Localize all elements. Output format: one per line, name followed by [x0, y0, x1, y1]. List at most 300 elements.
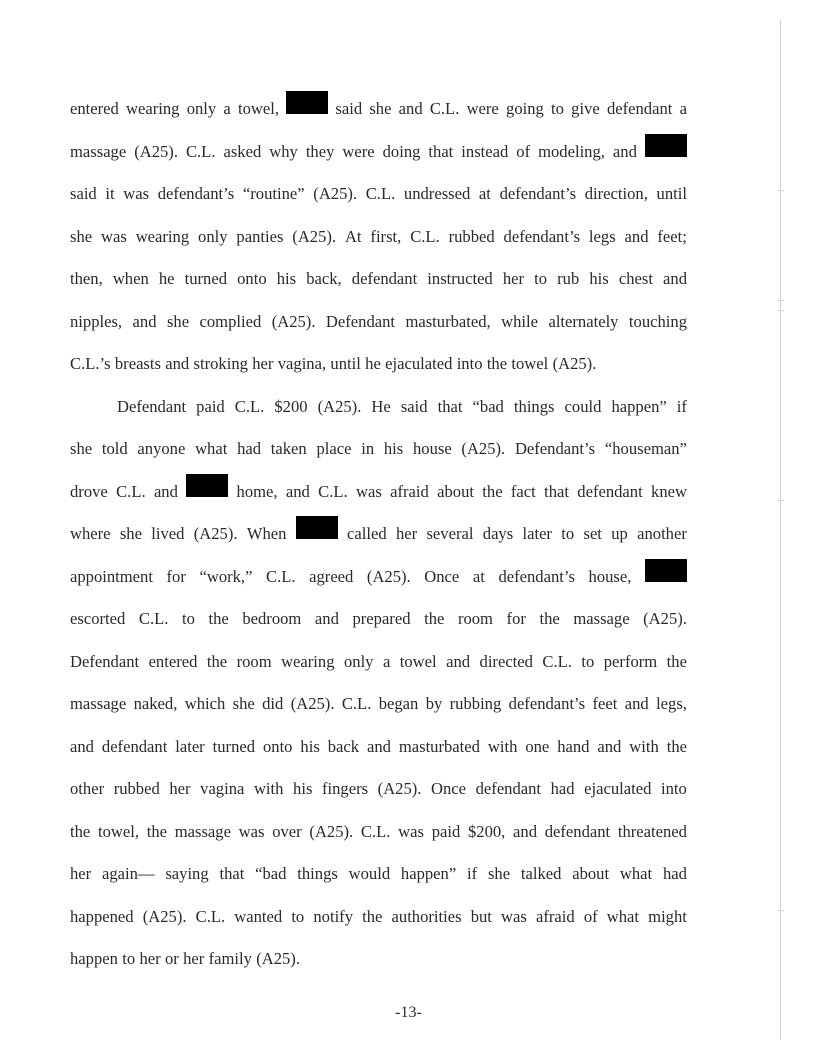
word: C.L. [318, 481, 348, 501]
word: later [522, 524, 552, 543]
word: C.L. [185, 141, 216, 161]
word: (A25). [552, 354, 597, 373]
word: vagina, [277, 354, 327, 373]
scan-edge-tick [778, 910, 784, 911]
word: the [486, 354, 508, 373]
text-line [70, 386, 687, 429]
word: bedroom [242, 609, 302, 628]
redaction-block [645, 559, 687, 582]
word: defendant’s [157, 184, 235, 203]
word: “houseman” [604, 439, 687, 458]
word: knew [651, 481, 687, 501]
word: did [262, 694, 284, 713]
word: happen” [611, 396, 667, 416]
word: the [208, 609, 229, 628]
word: At [344, 226, 362, 246]
word: C.L. [138, 609, 169, 628]
word: instead [461, 141, 509, 161]
word: she [70, 226, 93, 246]
word: When [246, 524, 287, 543]
word: only [198, 226, 228, 246]
text-line [70, 173, 687, 216]
word: onto [262, 736, 293, 756]
word: while [501, 311, 539, 331]
word: told [101, 439, 128, 458]
word: Defendant [117, 396, 187, 416]
word: rubbed [448, 226, 495, 246]
word: and [314, 609, 339, 628]
word: what [606, 906, 640, 926]
word: “bad [472, 396, 504, 416]
paragraph-2 [70, 386, 687, 981]
word: massage [70, 141, 127, 161]
word: things [513, 396, 555, 416]
word: her [502, 269, 525, 288]
text-line [70, 88, 687, 131]
redaction-block [286, 91, 328, 114]
word: $200 [274, 396, 308, 416]
word: could [564, 396, 602, 416]
word: C.L. [266, 566, 296, 586]
text-line [70, 938, 687, 981]
word: until [656, 184, 687, 203]
word: towel, [98, 821, 140, 841]
word: entered [148, 651, 198, 671]
word: “bad [255, 864, 287, 883]
word: stroking [193, 354, 248, 373]
word: C.L. [341, 694, 372, 713]
word: his [293, 779, 313, 798]
word: instructed [427, 269, 493, 288]
word: paid [431, 821, 461, 841]
text-line [70, 258, 687, 301]
word: (A25). [317, 396, 362, 416]
word: into [456, 354, 483, 373]
word: at [472, 566, 485, 586]
word: called [347, 524, 387, 543]
word: she [119, 524, 142, 543]
word: happen” [400, 864, 457, 883]
word: touching [628, 311, 687, 331]
scan-edge-tick [778, 310, 784, 311]
word: had [550, 779, 575, 798]
word: (A25). [377, 779, 422, 798]
word: and [624, 694, 649, 713]
word: happen [70, 949, 118, 968]
word: Once [431, 779, 467, 798]
word: what [619, 864, 653, 883]
word: defendant’s [508, 694, 586, 713]
word: (A25). [292, 226, 337, 246]
word: C.L.’s [70, 354, 111, 373]
word: rub [557, 269, 580, 288]
text-line [70, 428, 687, 471]
word: was [501, 906, 527, 926]
word: (A25). [366, 566, 411, 586]
word: agreed [309, 566, 354, 586]
word: notify [313, 906, 353, 926]
text-line [70, 471, 687, 514]
word: fingers [322, 779, 369, 798]
word: the [70, 821, 91, 841]
word: authorities [391, 906, 462, 926]
word: complied [199, 311, 262, 331]
word: were [466, 99, 499, 118]
word: defendant’s [503, 226, 581, 246]
word: entered [70, 99, 119, 118]
word: to [561, 524, 575, 543]
word: it [105, 184, 115, 203]
word: (A25). [134, 141, 178, 161]
word: and [624, 226, 649, 246]
word: He [371, 396, 391, 416]
word: breasts [114, 354, 161, 373]
text-line [70, 216, 687, 259]
word: her [139, 949, 161, 968]
word: legs, [656, 694, 687, 713]
word: was [398, 821, 424, 841]
word: were [342, 141, 375, 161]
word: the [146, 821, 168, 841]
word: “routine” [242, 184, 305, 203]
word: turned [184, 269, 228, 288]
word: was [101, 226, 127, 246]
word: what [195, 439, 228, 458]
word: about [572, 864, 610, 883]
word: undressed [403, 184, 471, 203]
word: alternately [548, 311, 619, 331]
word: later [175, 736, 205, 756]
word: hand [557, 736, 590, 756]
word: asked [223, 141, 262, 161]
word: paid [196, 396, 225, 416]
scan-edge-line [780, 20, 781, 1040]
word: (A25). [313, 184, 358, 203]
text-line [70, 343, 687, 386]
word: (A25). [142, 906, 187, 926]
word: then, [70, 269, 103, 288]
word: said [335, 99, 363, 118]
word: (A25). [309, 821, 354, 841]
word: towel, [237, 99, 279, 118]
word: a [679, 99, 687, 118]
word: would [348, 864, 391, 883]
word: directed [479, 651, 533, 671]
word: up [611, 524, 628, 543]
word: fact [510, 481, 536, 501]
word: with [487, 736, 518, 756]
word: the [539, 609, 560, 628]
word: defendant [351, 269, 418, 288]
word: said [400, 396, 428, 416]
word: until [330, 354, 361, 373]
word: defendant [475, 779, 542, 798]
word: onto [237, 269, 267, 288]
word: a [223, 99, 231, 118]
word: and [70, 736, 94, 756]
word: (A25). [271, 311, 316, 331]
word: his [589, 269, 609, 288]
word: the [362, 906, 383, 926]
word: and [663, 269, 687, 288]
word: where [70, 524, 111, 543]
word: other [70, 779, 105, 798]
word: lived [151, 524, 185, 543]
word: might [648, 906, 687, 926]
word: room [236, 651, 272, 671]
word: to [122, 949, 136, 968]
word: of [583, 906, 598, 926]
word: about [437, 481, 474, 501]
word: “work,” [199, 566, 253, 586]
word: her [183, 949, 205, 968]
word: and [366, 736, 391, 756]
word: and [285, 481, 310, 501]
word: massage [174, 821, 231, 841]
word: and [513, 821, 538, 841]
word: house [412, 439, 452, 458]
word: which [184, 694, 226, 713]
word: to [581, 651, 595, 671]
word: first, [370, 226, 402, 246]
word: C.L. [429, 99, 460, 118]
word: happened [70, 906, 134, 926]
word: but [470, 906, 492, 926]
word: going [506, 99, 544, 118]
word: that [428, 141, 454, 161]
scan-edge-tick [778, 190, 784, 191]
word: he [365, 354, 381, 373]
word: defendant [101, 736, 168, 756]
word: or [164, 949, 179, 968]
word: doing [382, 141, 421, 161]
word: with [629, 736, 659, 756]
word: to [291, 906, 305, 926]
word: set [583, 524, 602, 543]
text-line [70, 598, 687, 641]
text-line [70, 556, 687, 599]
word: naked, [133, 694, 178, 713]
word: direction, [584, 184, 648, 203]
word: when [112, 269, 149, 288]
word: towel [511, 354, 549, 373]
word: house, [588, 566, 632, 586]
word: taken [270, 439, 307, 458]
word: C.L. [410, 226, 440, 246]
word: towel [399, 651, 437, 671]
word: (A25). [461, 439, 506, 458]
word: and [597, 736, 622, 756]
word: wearing [281, 651, 335, 671]
paragraph-1 [70, 88, 687, 386]
page-number: -13- [395, 1004, 422, 1021]
text-line [70, 641, 687, 684]
word: back, [306, 269, 342, 288]
scan-edge-tick [778, 500, 784, 501]
word: C.L. [234, 396, 265, 416]
word: she [487, 864, 511, 883]
text-line [70, 513, 687, 556]
word: C.L. [195, 906, 226, 926]
word: was [238, 821, 265, 841]
word: she [70, 439, 93, 458]
word: (A25). [193, 524, 238, 543]
word: afraid [390, 481, 429, 501]
word: defendant’s [498, 566, 575, 586]
redaction-block [186, 474, 228, 497]
word: into [661, 779, 687, 798]
redaction-block [296, 516, 338, 539]
word: and [165, 354, 190, 373]
word: that [219, 864, 245, 883]
word: she [166, 311, 190, 331]
text-line [70, 811, 687, 854]
word: was [355, 481, 382, 501]
word: only [186, 99, 217, 118]
word: began [378, 694, 419, 713]
word: vagina [200, 779, 245, 798]
text-line [70, 301, 687, 344]
word: her [252, 354, 274, 373]
document-page [70, 88, 687, 981]
word: wearing [135, 226, 190, 246]
word: and [398, 99, 423, 118]
word: over [272, 821, 302, 841]
word: massage [70, 694, 127, 713]
word: feet; [657, 226, 687, 246]
text-line [70, 896, 687, 939]
word: threatened [617, 821, 687, 841]
word: masturbated [398, 736, 480, 756]
redaction-block [645, 134, 687, 157]
word: defendant [544, 821, 611, 841]
word: rubbing [449, 694, 502, 713]
word: had [662, 864, 687, 883]
word: $200, [467, 821, 506, 841]
word: several [426, 524, 474, 543]
word: one [525, 736, 550, 756]
word: saying [165, 864, 209, 883]
word: another [637, 524, 687, 543]
word: that [544, 481, 569, 501]
word: her [70, 864, 92, 883]
word: Defendant’s [514, 439, 596, 458]
word: appointment [70, 566, 153, 586]
word: place [316, 439, 352, 458]
word: family [208, 949, 252, 968]
text-line [70, 131, 687, 174]
word: Defendant [325, 311, 396, 331]
word: back [327, 736, 360, 756]
text-line [70, 683, 687, 726]
word: her [395, 524, 418, 543]
word: to [181, 609, 195, 628]
word: talked [520, 864, 562, 883]
word: to [534, 269, 548, 288]
word: C.L. [365, 184, 396, 203]
word: the [482, 481, 503, 501]
word: (A25). [256, 949, 300, 968]
word: ejaculated [584, 779, 652, 798]
word: a [382, 651, 391, 671]
word: (A25). [290, 694, 335, 713]
word: was [123, 184, 150, 203]
text-line [70, 853, 687, 896]
word: anyone [137, 439, 186, 458]
word: ejaculated [385, 354, 453, 373]
word: afraid [535, 906, 575, 926]
word: defendant [606, 99, 673, 118]
word: panties [236, 226, 284, 246]
word: and [612, 141, 637, 161]
word: again— [102, 864, 155, 883]
word: his [300, 736, 320, 756]
word: only [343, 651, 374, 671]
word: if [467, 864, 478, 883]
word: masturbated, [405, 311, 491, 331]
word: in [361, 439, 375, 458]
word: said [70, 184, 97, 203]
word: she [369, 99, 392, 118]
word: wearing [126, 99, 180, 118]
word: to [551, 99, 564, 118]
word: they [305, 141, 335, 161]
word: rubbed [113, 779, 160, 798]
word: chest [618, 269, 653, 288]
word: modeling, [538, 141, 605, 161]
text-line [70, 726, 687, 769]
word: (A25). [643, 609, 687, 628]
word: why [269, 141, 298, 161]
word: the [424, 609, 445, 628]
text-line [70, 768, 687, 811]
word: and [446, 651, 471, 671]
word: and [132, 311, 157, 331]
word: for [166, 566, 186, 586]
word: defendant [577, 481, 643, 501]
word: the [206, 651, 228, 671]
scan-edge-tick [778, 300, 784, 301]
word: and [153, 481, 178, 501]
word: with [253, 779, 284, 798]
word: home, [236, 481, 278, 501]
word: his [383, 439, 404, 458]
word: room [457, 609, 493, 628]
word: drove [70, 481, 108, 501]
word: if [676, 396, 687, 416]
word: turned [212, 736, 256, 756]
word: C.L. [542, 651, 572, 671]
word: escorted [70, 609, 126, 628]
word: legs [588, 226, 616, 246]
word: she [232, 694, 255, 713]
word: the [666, 651, 687, 671]
word: give [571, 99, 600, 118]
word: massage [573, 609, 630, 628]
word: Defendant [70, 651, 140, 671]
word: C.L. [360, 821, 391, 841]
word: he [158, 269, 175, 288]
word: perform [603, 651, 658, 671]
word: for [506, 609, 526, 628]
word: at [478, 184, 491, 203]
word: by [425, 694, 443, 713]
word: feet [592, 694, 618, 713]
word: nipples, [70, 311, 123, 331]
word: defendant’s [499, 184, 577, 203]
word: things [297, 864, 338, 883]
word: Once [424, 566, 460, 586]
